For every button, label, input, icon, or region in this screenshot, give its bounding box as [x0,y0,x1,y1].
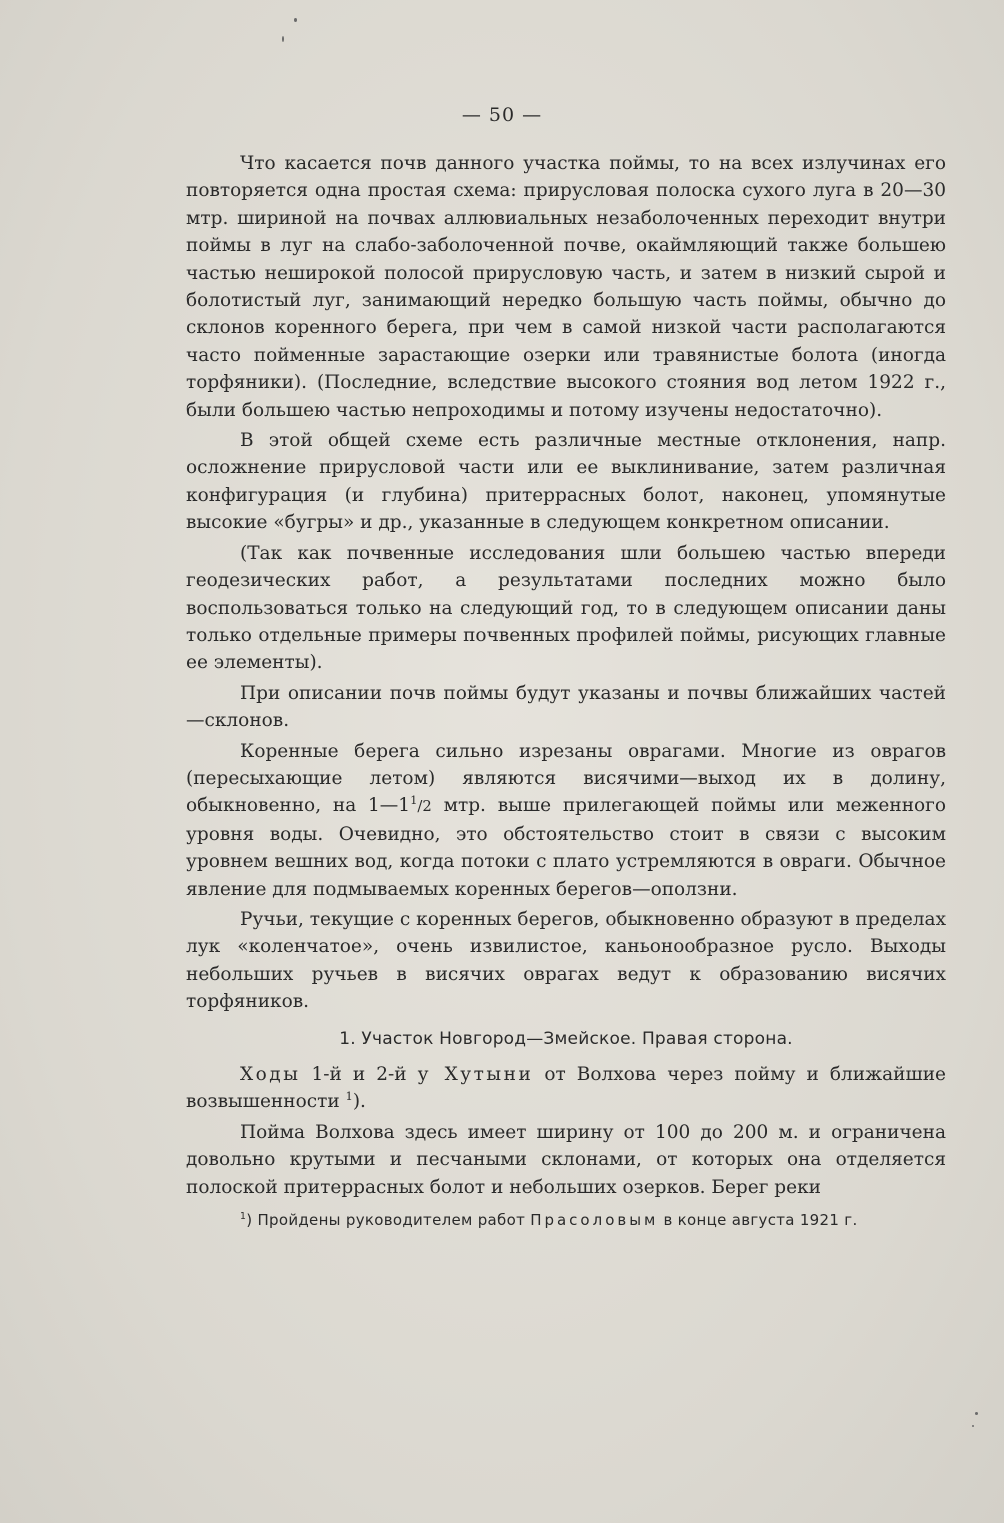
section-heading: 1. Участок Новгород—Змейское. Правая сторона. [339,1028,793,1049]
footnote-marker: 1 [240,1211,247,1223]
routes-numbers: 1-й и 2-й [300,1064,418,1085]
routes-description: от Волхова через пойму и ближайшие возвышенности [186,1064,946,1113]
footnote-reference: 1 [345,1089,353,1104]
ink-speck [972,1425,974,1427]
footnote-name: Прасоловым [530,1211,659,1230]
footnote [186,1209,946,1231]
fraction-numerator: 1 [410,793,418,808]
ink-speck [975,1412,978,1415]
paragraph-ravines [186,738,946,903]
paragraph-routes [186,1061,946,1116]
paragraph-floodplain: Пойма Волхова здесь имеет ширину от 100 до 200 м. и ограничена довольно крутыми и песчаными склонами, от которых она отделяется полоской притеррасных болот и небольших озерков. Берег реки [186,1121,946,1198]
routes-place-khutyn: у Хутыни [417,1064,534,1085]
ink-speck [282,36,284,42]
paragraph-deviations: В этой общей схеме есть различные местные отклонения, напр. осложнение прирусловой части или ее выклинивание, затем различная конфигурация (и глубина) притеррасных болот, наконец, упомянутые высокие «бугры» и др., указанные в следующем конкретном описании. [186,430,946,534]
paragraph-streams: Ручьи, текущие с коренных берегов, обыкновенно образуют в пределах лук «коленчатое», очень извилистое, каньонообразное русло. Выходы небольших ручьев в висячих оврагах ведут к образованию висячих торфяников. [186,908,946,1013]
paragraph-slopes: При описании почв поймы будут указаны и почвы ближайших частей—склонов. [186,682,946,732]
footnote-text-end: в конце августа 1921 г. [658,1211,858,1230]
paragraph-soil-scheme: Что касается почв данного участка поймы, то на всех излучинах его повторяется одна простая схема: прирусловая полоска сухого луга в 20—30 мтр. шириной на почвах аллювиальных незаболоченных переходит внутри поймы в луг на слабо-заболоченной почве, окаймляющий также большею частью неширокой полосой прирусловую часть, и затем в низкий сырой и болотистый луг, занимающий нередко большую часть поймы, обычно до склонов коренного берега, при чем в самой низкой части располагаются часто пойменные зарастающие озерки или травянистые болота (иногда торфяники). (Последние, вследствие высокого стояния вод летом 1922 г., были большею частью непроходимы и потому изучены недостаточно). [186,153,946,421]
page-number: — 50 — [461,104,543,126]
footnote-marker-close: ) [246,1211,253,1230]
footnote-text-start: Пройдены руководителем работ [252,1211,531,1230]
paragraph-survey-note: (Так как почвенные исследования шли большею частью впереди геодезических работ, а результатами последних можно было воспользоваться только на следующий год, то в следующем описании даны только отдельные примеры почвенных профилей поймы, рисующих главные ее элементы). [186,542,946,674]
ink-speck [294,18,297,22]
body-text [186,150,946,1231]
ravines-text-end: мтр. выше прилегающей поймы или меженного уровня воды. Очевидно, это обстоятельство стоит в связи с высоким уровнем вешних вод, когда потоки с плато устремляются в овраги. Обычное явление для подмываемых коренных берегов—оползни. [186,795,946,900]
ravines-text-start: Коренные берега сильно изрезаны оврагами. Многие из оврагов (пересыхающие летом) являются висячими—выход их в долину, обыкновенно, на 1—1 [186,740,946,817]
routes-word-hody: Ходы [240,1064,301,1085]
fraction-denominator: /2 [417,798,432,816]
routes-tail: ). [352,1091,366,1113]
